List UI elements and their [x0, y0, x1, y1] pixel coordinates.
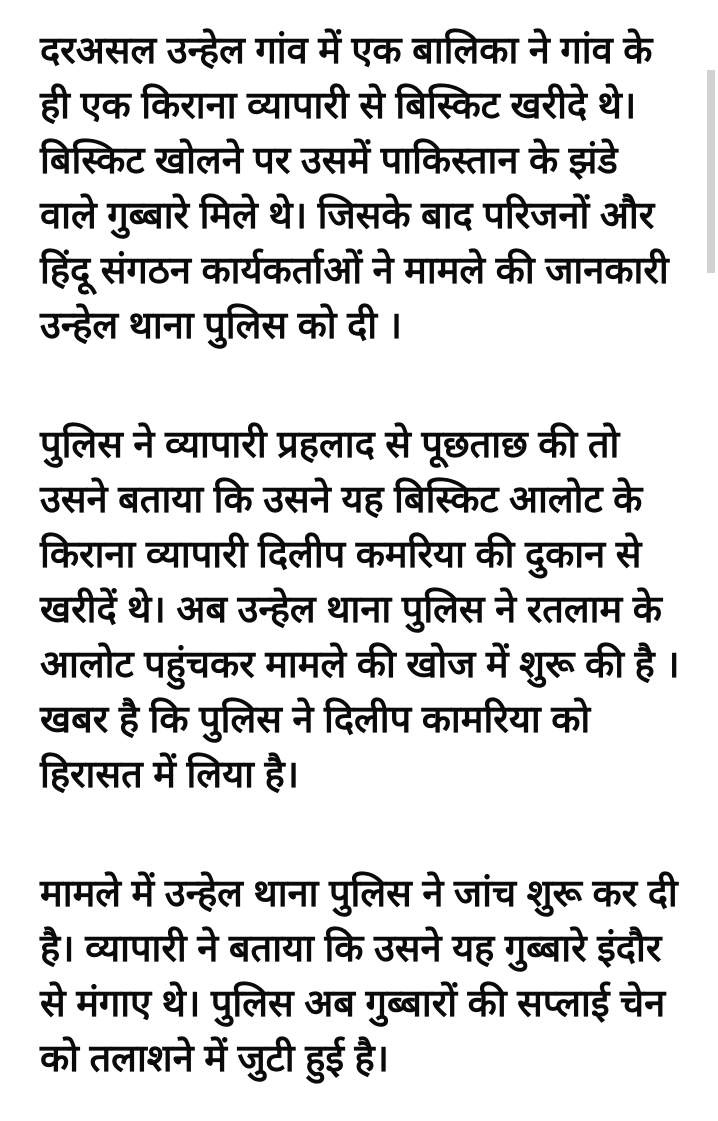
article-paragraph: मामले में उन्हेल थाना पुलिस ने जांच शुरू कर दी है। व्यापारी ने बताया कि उसने यह गुब्बारे इंदौर से मंगाए थे। पुलिस अब गुब्बारों की सप्लाई चेन को तलाशने में जुटी हुई है।	[40, 873, 678, 1080]
scrollbar-thumb[interactable]	[707, 70, 715, 273]
article-paragraph: दरअसल उन्हेल गांव में एक बालिका ने गांव के ही एक किराना व्यापारी से बिस्किट खरीदे थे। बिस्किट खोलने पर उसमें पाकिस्तान के झंडे वाले गुब्बारे मिले थे। जिसके बाद परिजनों और हिंदू संगठन कार्यकर्ताओं ने मामले की जानकारी उन्हेल थाना पुलिस को दी ।	[40, 30, 669, 347]
scrollbar-track[interactable]	[704, 0, 718, 1121]
article-paragraph: पुलिस ने व्यापारी प्रहलाद से पूछताछ की तो उसने बताया कि उसने यह बिस्किट आलोट के किराना व्यापारी दिलीप कमरिया की दुकान से खरीदें थे। अब उन्हेल थाना पुलिस ने रतलाम के आलोट पहुंचकर मामले की खोज में शुरू की है । खबर है कि पुलिस ने दिलीप कामरिया को हिरासत में लिया है।	[40, 424, 680, 796]
article-body	[40, 24, 682, 1087]
